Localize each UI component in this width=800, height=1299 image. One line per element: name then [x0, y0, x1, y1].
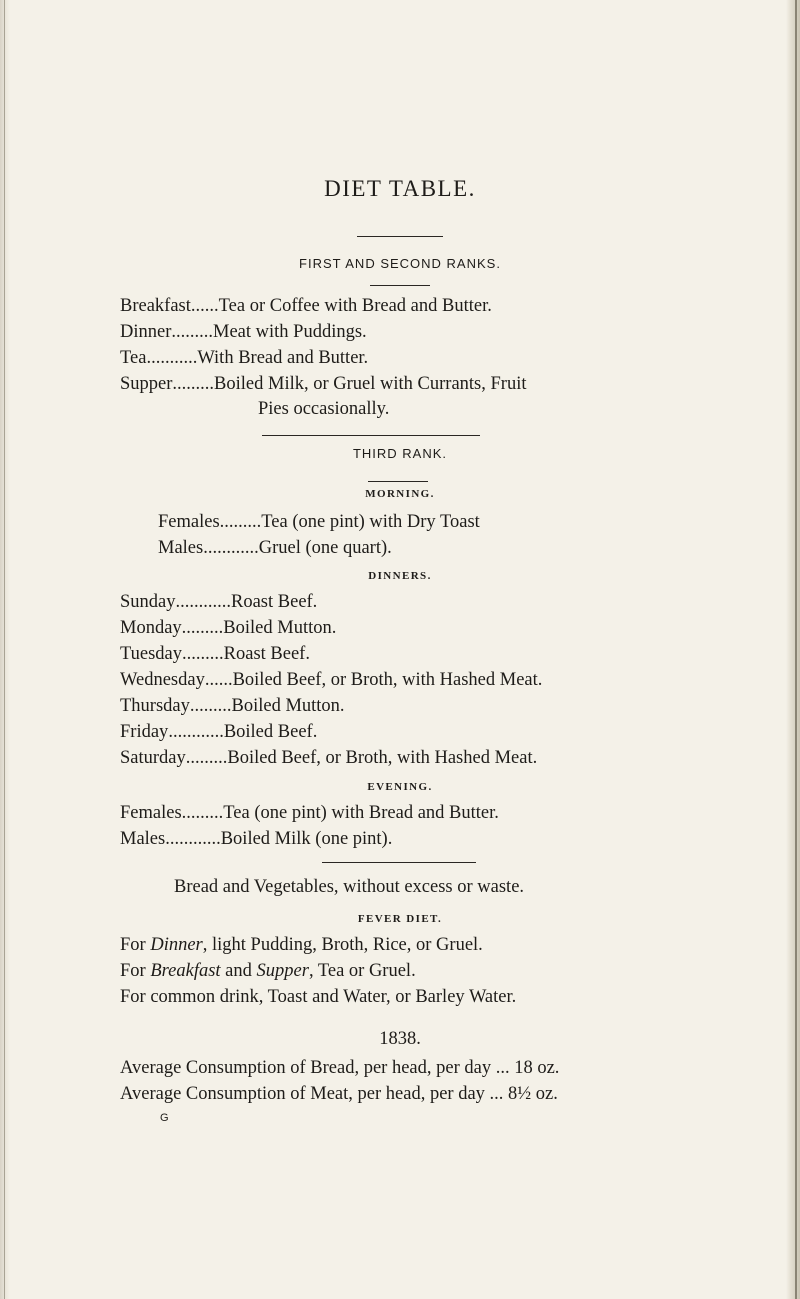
leader-dots: .........: [189, 696, 232, 716]
row-label: Tuesday: [120, 644, 183, 664]
page-title: DIET TABLE.: [324, 176, 476, 201]
row-description: Boiled Milk (one pint).: [220, 829, 393, 849]
supper-continuation: Pies occasionally.: [258, 399, 390, 419]
title-rule: [357, 236, 443, 237]
diet-row-tea: [120, 347, 368, 369]
fever-diet-line-breakfast: [120, 960, 416, 982]
dinner-row-thursday: [120, 695, 345, 717]
row-description: Meat with Puddings.: [213, 322, 367, 342]
signature-mark: G: [160, 1112, 169, 1124]
text-fragment: , Tea or Gruel.: [308, 961, 416, 981]
leader-dots: ...........: [146, 348, 198, 368]
morning-row-males: [158, 537, 392, 559]
section-rule: [322, 862, 476, 863]
row-label: Females: [120, 803, 182, 823]
row-description: Tea (one pint) with Bread and Butter.: [223, 803, 499, 823]
leader-dots: ......: [190, 296, 219, 316]
section-rule: [262, 435, 480, 436]
diet-row-dinner: [120, 321, 367, 343]
dinner-row-tuesday: [120, 643, 310, 665]
text-fragment: For: [120, 935, 151, 955]
row-label: Supper: [120, 374, 173, 394]
row-label: Males: [158, 538, 204, 558]
dinner-row-monday: [120, 617, 336, 639]
section-rule: [370, 285, 430, 286]
row-label: Wednesday: [120, 670, 205, 690]
leader-dots: .........: [182, 644, 224, 664]
bread-consumption-line: Average Consumption of Bread, per head, per day ... 18 oz.: [120, 1058, 560, 1078]
diet-row-supper: [120, 373, 526, 395]
leader-dots: .........: [171, 322, 213, 342]
morning-heading: MORNING.: [365, 488, 435, 500]
row-description: Gruel (one quart).: [258, 538, 392, 558]
text-fragment: , light Pudding, Broth, Rice, or Gruel.: [202, 935, 483, 955]
meat-consumption-line: Average Consumption of Meat, per head, per day ... 8½ oz.: [120, 1084, 558, 1104]
evening-row-males: [120, 828, 392, 850]
morning-row-females: [158, 511, 480, 533]
section-rule: [368, 481, 428, 482]
row-label: Monday: [120, 618, 182, 638]
text-fragment: For: [120, 961, 151, 981]
diet-row-breakfast: [120, 295, 492, 317]
leader-dots: .........: [219, 512, 262, 532]
row-label: Breakfast: [120, 296, 191, 316]
meal-name-emph: Supper: [256, 961, 309, 981]
row-description: Roast Beef.: [231, 592, 318, 612]
row-description: Boiled Beef, or Broth, with Hashed Meat.: [227, 748, 538, 768]
leader-dots: ............: [165, 829, 221, 849]
dinner-row-friday: [120, 721, 317, 743]
row-description: Boiled Milk, or Gruel with Currants, Fruit: [214, 374, 527, 394]
text-fragment: and: [220, 961, 257, 981]
row-label: Saturday: [120, 748, 186, 768]
first-second-ranks-heading: FIRST AND SECOND RANKS.: [299, 256, 501, 271]
row-label: Friday: [120, 722, 169, 742]
evening-heading: EVENING.: [367, 781, 433, 793]
row-description: Boiled Beef, or Broth, with Hashed Meat.: [232, 670, 543, 690]
leader-dots: .........: [181, 803, 224, 823]
year-heading: 1838.: [379, 1029, 421, 1049]
dinner-row-wednesday: [120, 669, 542, 691]
leader-dots: ............: [175, 592, 231, 612]
leader-dots: .........: [172, 374, 215, 394]
row-label: Tea: [120, 348, 147, 368]
row-label: Thursday: [120, 696, 190, 716]
row-description: Boiled Mutton.: [231, 696, 345, 716]
bread-note: Bread and Vegetables, without excess or waste.: [174, 877, 525, 897]
dinners-heading: DINNERS.: [368, 570, 432, 582]
row-description: Tea (one pint) with Dry Toast: [261, 512, 480, 532]
fever-diet-line-drink: For common drink, Toast and Water, or Barley Water.: [120, 987, 517, 1007]
leader-dots: ......: [204, 670, 233, 690]
row-label: Sunday: [120, 592, 176, 612]
leader-dots: ............: [203, 538, 259, 558]
row-description: Boiled Beef.: [223, 722, 318, 742]
leader-dots: ............: [168, 722, 224, 742]
row-description: With Bread and Butter.: [197, 348, 369, 368]
fever-diet-heading: FEVER DIET.: [357, 913, 443, 925]
row-description: Roast Beef.: [223, 644, 310, 664]
dinner-row-saturday: [120, 747, 537, 769]
dinner-row-sunday: [120, 591, 317, 613]
meal-name-emph: Breakfast: [150, 961, 221, 981]
fever-diet-line-dinner: [120, 934, 483, 956]
leader-dots: .........: [181, 618, 224, 638]
row-label: Males: [120, 829, 166, 849]
row-label: Dinner: [120, 322, 172, 342]
third-rank-heading: THIRD RANK.: [352, 446, 448, 461]
leader-dots: .........: [185, 748, 228, 768]
evening-row-females: [120, 802, 499, 824]
row-description: Boiled Mutton.: [223, 618, 337, 638]
meal-name-emph: Dinner: [150, 935, 203, 955]
row-description: Tea or Coffee with Bread and Butter.: [218, 296, 492, 316]
row-label: Females: [158, 512, 220, 532]
